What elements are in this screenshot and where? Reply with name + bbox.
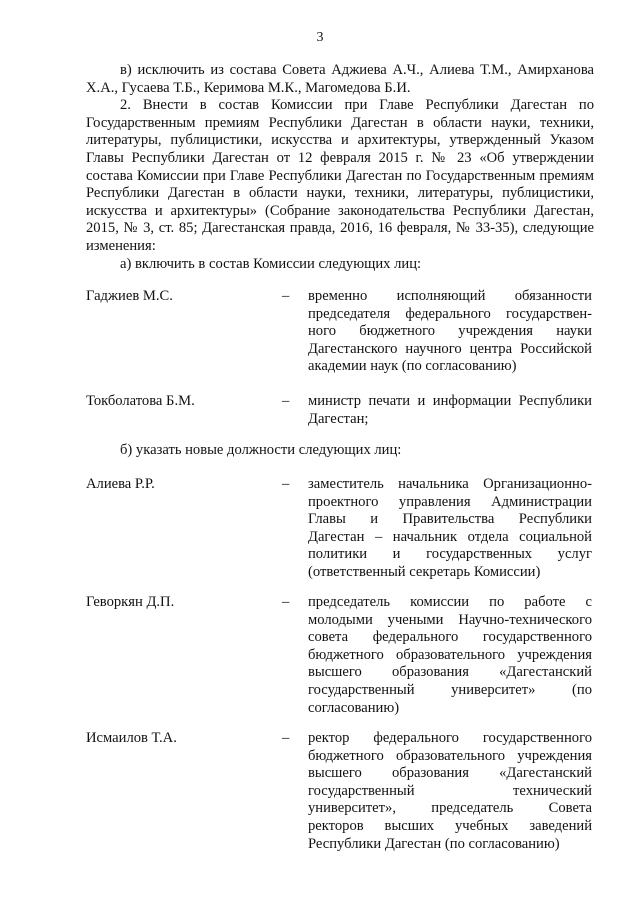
dash-separator: – — [282, 730, 290, 746]
dash-separator: – — [282, 288, 290, 304]
position-line: временно исполняющий обязанности — [308, 288, 592, 304]
position-line: министр печати и информации Республики — [308, 393, 592, 409]
position-line: согласованию) — [308, 699, 400, 716]
member-name: Токболатова Б.М. — [86, 393, 195, 409]
section-a-heading: а) включить в состав Комиссии следующих лиц: — [120, 256, 422, 272]
position-line: председателя федерального государствен- — [308, 305, 592, 322]
position-line: ректоров высших учебных заведений — [308, 817, 592, 834]
position-line: государственный университет» (по — [308, 681, 592, 698]
position-line: молодыми учеными Научно-технического — [308, 611, 592, 628]
position-line: Главы и Правительства Республики — [308, 511, 592, 528]
member-name: Исмаилов Т.А. — [86, 730, 177, 746]
intro-text — [86, 62, 594, 256]
member-position — [308, 476, 592, 582]
position-line: Дагестанского научного центра Российской — [308, 340, 592, 357]
member-name: Алиева Р.Р. — [86, 476, 155, 492]
dash-separator: – — [282, 393, 290, 409]
member-position — [308, 730, 592, 853]
position-line: государственный технический — [308, 782, 592, 799]
member-name: Гаджиев М.С. — [86, 288, 173, 304]
position-line: бюджетного образовательного учреждения — [308, 747, 592, 764]
position-line: совета федерального государственного — [308, 629, 592, 646]
position-line: Республики Дагестан (по согласованию) — [308, 835, 560, 852]
page-number: 3 — [316, 30, 324, 45]
position-line: академии наук (по согласованию) — [308, 358, 517, 375]
position-line: политики и государственных услуг — [308, 546, 592, 563]
position-line: ного бюджетного учреждения науки — [308, 323, 592, 340]
member-name: Геворкян Д.П. — [86, 594, 175, 610]
position-line: Дагестан – начальник отдела социальной — [308, 528, 592, 545]
position-line: ректор федерального государственного — [308, 730, 592, 746]
position-line: университет», председатель Совета — [308, 800, 592, 817]
position-line: председатель комиссии по работе с — [308, 594, 592, 610]
member-position — [308, 288, 592, 376]
position-line: проектного управления Администрации — [308, 493, 592, 510]
position-line: высшего образования «Дагестанский — [308, 664, 592, 681]
position-line: Дагестан; — [308, 410, 369, 427]
position-line: (ответственный секретарь Комиссии) — [308, 563, 541, 580]
paragraph-exclude-council: в) исключить из состава Совета Аджиева А.Ч., Алиева Т.М., Амирханова Х.А., Гусаева Т.Б., Керимова М.К., Магомедова Б.И. — [86, 62, 594, 96]
paragraph-commission-changes: 2. Внести в состав Комиссии при Главе Республики Дагестан по Государственным премиям Республики Дагестан в области науки, техники, литературы, публицистики, искусства и архитектуры, утвержденный Указом Главы Республики Дагестан от 12 февраля 2015 г. № 23 «Об утверждении состава Комиссии при Главе Республики Дагестан по Государственным премиям Республики Дагестан в области науки, техники, литературы, публицистики, искусства и архитектуры» (Собрание законодательства Республики Дагестан, 2015, № 3, ст. 85; Дагестанская правда, 2016, 16 февраля, № 33-35), следующие изменения: — [86, 97, 594, 254]
position-line: высшего образования «Дагестанский — [308, 765, 592, 782]
dash-separator: – — [282, 594, 290, 610]
position-line: бюджетного образовательного учреждения — [308, 646, 592, 663]
dash-separator: – — [282, 476, 290, 492]
member-position — [308, 594, 592, 717]
member-position — [308, 393, 592, 428]
position-line: заместитель начальника Организационно- — [308, 476, 592, 492]
section-b-heading: б) указать новые должности следующих лиц: — [120, 442, 402, 458]
